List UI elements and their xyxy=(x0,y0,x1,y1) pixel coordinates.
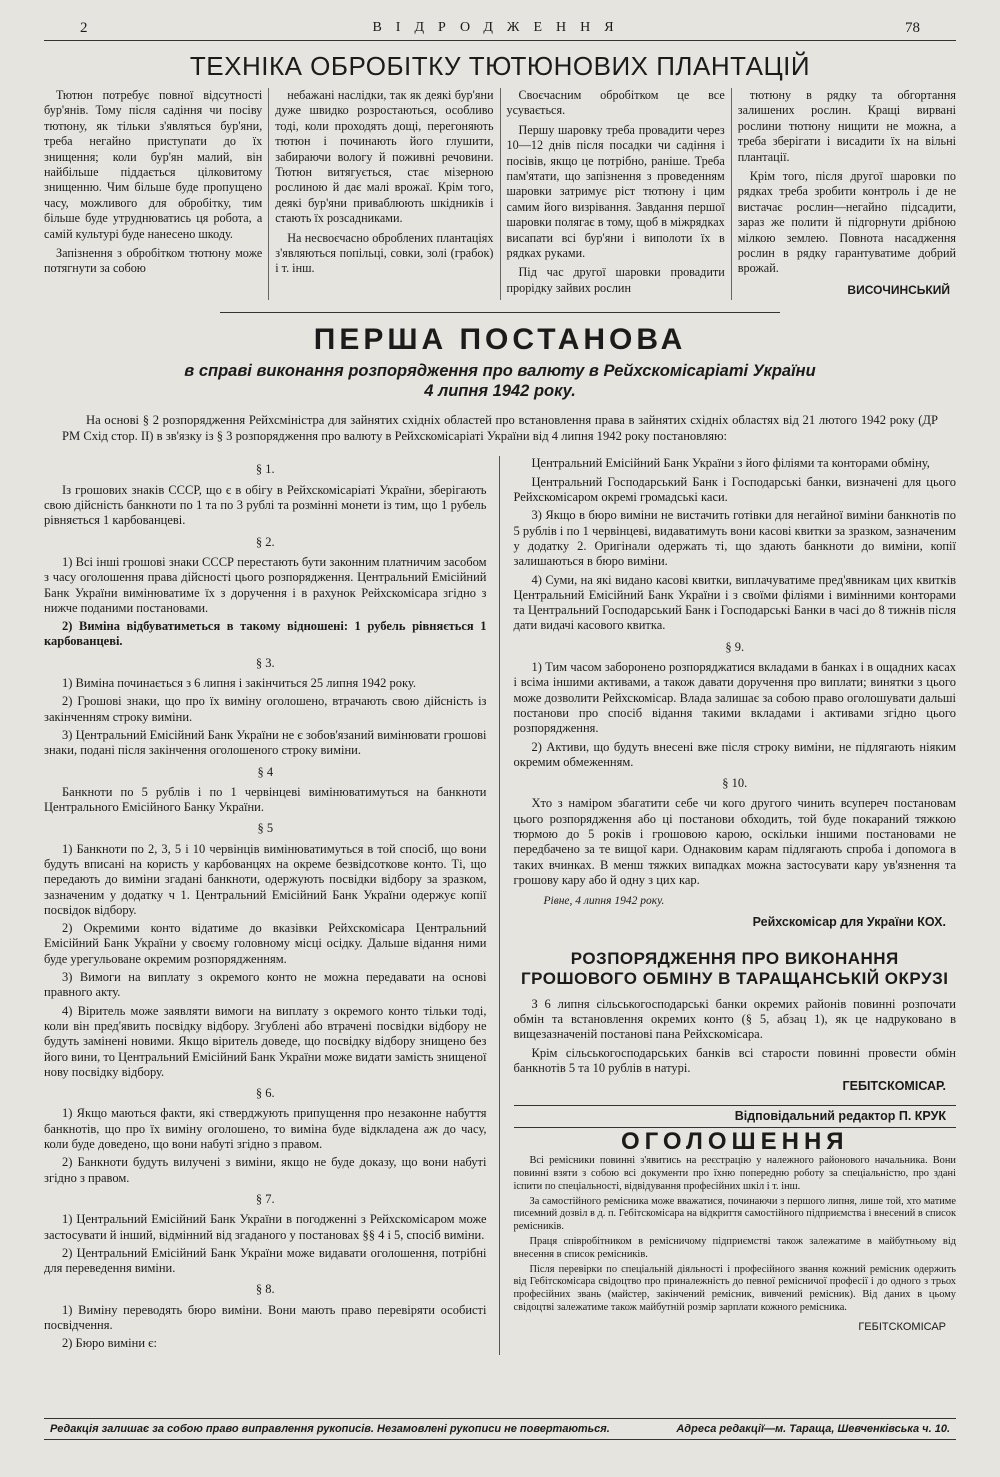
page-number-left: 2 xyxy=(80,20,88,36)
section-divider xyxy=(220,312,780,313)
decree-right-column xyxy=(500,456,957,1354)
article-title: ТЕХНІКА ОБРОБІТКУ ТЮТЮНОВИХ ПЛАНТАЦІЙ xyxy=(189,51,811,81)
article-paragraph: Крім того, після другої шаровки по рядках треба зробити контроль і де не вистачає рослин—негайно підсадити, зараз же полити й підгорнути дрібною мілкою землею. Повнота насадження рослин в рядку гарантуватиме добрий врожай. xyxy=(737,169,956,276)
announcement-paragraph: Всі ремісники повинні з'явитись на реєстрацію у належного районового начальника. Вони повинні взяти з собою всі документи про їхню попередню роботу за спеціальністю, про здані іспити по спеціальності, відвідування професійних шкіл і т. інш. xyxy=(513,1155,956,1192)
article-column xyxy=(738,88,956,300)
order-signature: ГЕБІТСКОМІСАР. xyxy=(842,1079,946,1094)
newspaper-name: ВІДРОДЖЕННЯ xyxy=(372,20,628,35)
section-paragraph: Із грошових знаків СССР, що є в обігу в Рейхскомісаріаті України, зберігають свою дійсність банкноти по 1 та по 3 рублі та розмінні монети із тим, що 1 рубель рівняється 1 карбованцеві. xyxy=(44,482,487,528)
article-paragraph: тютюну в рядку та обгортання залишених рослин. Кращі вирвані рослини тютюну нищити не можна, а треба зберігати і висадити їх на вільні плантації. xyxy=(737,88,956,164)
decree-intro: На основі § 2 розпорядження Рейхсміністра для зайнятих східніх областей про встановлення права в зайнятих східніх областях від 21 лютого 1942 року (ДР РМ Схід стор. II) в зв'язку із § 3 розпорядження про валюту в Рейхскомісаріаті України від 4 липня 1942 року постановляю: xyxy=(62,413,938,443)
section-heading: § 8. xyxy=(255,1282,275,1297)
order-title-line: РОЗПОРЯДЖЕННЯ ПРО ВИКОНАННЯ xyxy=(570,948,899,968)
section-heading: § 1. xyxy=(255,462,275,477)
article-paragraph: Під час другої шаровки провадити прорідку зайвих рослин xyxy=(506,265,725,295)
section-paragraph: 1) Виміна починається з 6 липня і закінчиться 25 липня 1942 року. xyxy=(62,676,417,691)
section-paragraph: Центральний Господарський Банк і Господарські банки, визначені для цього Рейхскомісаром окремі громадські каси. xyxy=(513,474,956,505)
section-paragraph: Банкноти по 5 рублів і по 1 червінцеві вимінюватимуться на банкноти Центрального Емісійного Банку України. xyxy=(44,784,487,815)
section-paragraph: 4) Суми, на які видано касові квитки, виплачуватиме пред'явникам цих квитків Центральний Емісійний Банк України і з своїми філіями і вимінними конторами та Центральний Господарський Банк і Господарські Банки в часі до 8 тижнів після дати видачі касового квитка. xyxy=(513,572,956,633)
announcement-paragraph: Після перевірки по спеціальній діяльності і професійного звання кожний ремісник одержить від Гебітскомісара свідоцтво про приналежність до певної ремісничої професії і до одного з трьох професійних звань (майстер, закінчений ремісник, вивчений ремісник). Від даних в цьому свідоцтві залежатиме також майбутній розмір зарплати кожного ремісника. xyxy=(513,1263,956,1313)
section-paragraph: 3) Вимоги на виплату з окремого конто не можна передавати на основі правного акту. xyxy=(44,970,487,1000)
section-paragraph: 2) Виміна відбуватиметься в такому відношені: 1 рубель рівняється 1 карбованцеві. xyxy=(44,619,487,649)
responsible-editor: Відповідальний редактор П. КРУК xyxy=(514,1105,957,1128)
decree-place-date: Рівне, 4 липня 1942 року. xyxy=(543,895,665,908)
masthead xyxy=(44,18,956,40)
section-heading: § 4 xyxy=(257,764,274,779)
article-signature: ВИСОЧИНСЬКИЙ xyxy=(847,282,950,297)
article-paragraph: На несвоєчасно оброблених плантаціях з'являються попільці, совки, золі (грабок) і т. інш. xyxy=(275,230,494,276)
footer-address: Адреса редакції—м. Тараща, Шевченківська ч. 10. xyxy=(676,1423,950,1435)
section-paragraph: 1) Якщо маються факти, які стверджують припущення про незаконне набуття банкнотів, що про їх виміну оголошено, то виміна буде відкладена аж до часу, коли буде доведено, що вони набуті згідно з правом. xyxy=(44,1106,487,1152)
section-heading: § 7. xyxy=(255,1191,275,1206)
announcement-title: ОГОЛОШЕННЯ xyxy=(620,1127,849,1155)
announcement-paragraph: Праця співробітником в ремісничому підприємстві також залежатиме в майбутньому від внесення в список ремісників. xyxy=(513,1235,956,1260)
section-paragraph: 2) Бюро виміни є: xyxy=(62,1336,157,1351)
section-paragraph: 2) Активи, що будуть внесені вже після строку виміни, не підлягають ніяким окремим обмеженням. xyxy=(513,739,956,769)
section-heading: § 10. xyxy=(722,776,748,791)
article-column xyxy=(275,88,500,300)
announcement-signature: ГЕБІТСКОМІСАР xyxy=(858,1320,946,1333)
section-paragraph: 1) Центральний Емісійний Банк України в погодженні з Рейхскомісаром може застосувати й інший, відмінний від згаданого у постановах §§ 4 і 5, спосіб виміни. xyxy=(44,1212,487,1242)
footer-editorial-note: Редакція залишає за собою право виправлення рукописів. Незамовлені рукописи не повертаються. xyxy=(50,1423,610,1435)
decree-signature: Рейхскомісар для України КОХ. xyxy=(752,915,946,930)
section-paragraph: 1) Всі інші грошові знаки СССР перестають бути законним платничим засобом з часу оголошення права дійсності цього розпорядження. Центральний Емісійний Банк України вимінюватиме їх з доручення і в рахунок Рейхскомісара згідно з нижче поданими постановами. xyxy=(44,554,487,615)
section-paragraph: 2) Центральний Емісійний Банк України може видавати оголошення, потрібні для переведення виміни. xyxy=(44,1245,487,1276)
article-column xyxy=(44,88,269,300)
masthead-rule xyxy=(44,40,956,41)
order-title-line: ГРОШОВОГО ОБМІНУ В ТАРАЩАНСЬКІЙ ОКРУЗІ xyxy=(521,968,949,988)
order-paragraph: Крім сільськогосподарських банків всі старости повинні провести обмін банкнотів 5 та 10 рублів в натурі. xyxy=(513,1045,956,1075)
section-paragraph: 4) Віритель може заявляти вимоги на виплату з окремого конто тільки тоді, коли він пред'явить посвідку відбору. Згублені або втрачені посвідки відбору не будуть замінені новими. Якщо віритель доведе, що посвідку відбору знищено без його вини, то Центральний Емісійний Банк України може видати замість знищеної нову посвідку відбору. xyxy=(44,1003,487,1079)
section-heading: § 3. xyxy=(255,655,275,670)
section-paragraph: 3) Центральний Емісійний Банк України не є зобов'язаний вимінювати грошові знаки, подані після закінчення оголошеного строку виміни. xyxy=(44,727,487,758)
article-column xyxy=(507,88,732,300)
section-heading: § 2. xyxy=(255,534,275,549)
article-paragraph: Своєчасним обробітком це все усувається. xyxy=(506,88,725,118)
issue-number: 78 xyxy=(905,20,920,36)
announcement-paragraph: За самостійного ремісника може вважатися, починаючи з першого липня, лише той, хто матиме писемний дозвіл в д. п. Гебітскомісара на відкриття самостійного підприємства і внесений в список ремісників. xyxy=(513,1195,957,1233)
article-paragraph: небажані наслідки, так як деякі бур'яни дуже швидко розростаються, особливо тоді, коли проходять дощі, перегоняють тютюн і починають його глушити, забираючи вологу й поживні речовини. Тютюн витягується, стає мізерною рослиною й дає малі врожаї. Крім того, деякі бур'яни приваблюють шкідників і стають їх розсадниками. xyxy=(275,88,494,226)
section-paragraph: 1) Виміну переводять бюро виміни. Вони мають право перевіряти особисті посвідчення. xyxy=(44,1302,487,1333)
section-heading: § 6. xyxy=(255,1086,275,1101)
article-columns xyxy=(44,88,956,300)
section-paragraph: 2) Грошові знаки, що про їх виміну оголошено, втрачають свою дійсність із закінченням строку виміни. xyxy=(44,694,487,724)
footer xyxy=(44,1418,956,1440)
article-paragraph: Запізнення з обробітком тютюну може потягнути за собою xyxy=(44,246,263,276)
order-paragraph: З 6 липня сільськогосподарські банки окремих районів повинні розпочати обмін та встановлення окремих конто (§ 5, абзац 1), як це надруковано в вищезазначеній постанові пана Рейхскомісара. xyxy=(513,996,956,1042)
section-heading: § 5 xyxy=(257,821,274,836)
decree-subtitle xyxy=(44,361,956,401)
section-paragraph: 3) Якщо в бюро виміни не вистачить готівки для негайної виміни банкнотів по 5 рублів і по 1 червінцеві, видаватимуть вони касові квитки за зразком, зазначеним у додатку 2. Оригінали одержать ті, що здають банкноти до виміни, копії залишаються в бюро виміни. xyxy=(513,508,956,569)
section-paragraph: Хто з наміром збагатити себе чи кого другого чинить всупереч постановам цього розпорядження або ці постанови обходить, той буде покараний тяжкою тюрмою до 5 років і грошовою карою, оскільки іншими постановами не передбачено за те вищої кари. Однаковим карам підлягають спроба і допомога в таких вчинках. В менш тяжких випадках можна застосувати кару ув'язнення та грошову кару або й одну з цих кар. xyxy=(513,796,956,887)
section-paragraph: 2) Окремими конто відатиме до вказівки Рейхскомісара Центральний Емісійний Банк України у своєму головному місці осідку. Дальше відання ними буде урегульоване окремим розпорядженням. xyxy=(44,921,487,966)
section-paragraph: Центральний Емісійний Банк України з його філіями та конторами обміну, xyxy=(531,456,930,471)
section-paragraph: 2) Банкноти будуть вилучені з виміни, якщо не буде доказу, що вони набуті згідно з правом. xyxy=(44,1155,487,1185)
decree-left-column xyxy=(44,456,500,1354)
announcement-body xyxy=(514,1155,957,1333)
order-title xyxy=(514,949,957,989)
section-paragraph: 1) Банкноти по 2, 3, 5 і 10 червінців вимінюватимуться в той спосіб, що вони будуть вписані на користь у карбованцях на окреме безвідсоткове конто. Ті, що передають до виміни згадані банкноти, одержують посвідки відбору за зразком, зазначеним у додатку ч 1. Центральний Емісійний Банк України одержує копії посвідок відбору. xyxy=(44,841,487,917)
decree-body xyxy=(44,456,956,1354)
decree-title: ПЕРША ПОСТАНОВА xyxy=(313,323,687,357)
article-paragraph: Першу шаровку треба провадити через 10—12 днів після посадки чи садіння і посівів, якщо це потрібно, раніше. Треба пам'ятати, що запізнення з проведенням шаровки затримує ріст тютюну і цим самим його визрівання. Завдання першої шаровки полягає в тому, щоб в міжрядках висапати всі бур'яни і виполоти їх в рядках руками. xyxy=(506,122,725,261)
section-paragraph: 1) Тим часом заборонено розпоряджатися вкладами в банках і в ощадних касах і всіма іншими активами, а також давати доручення про виплати; винятки з цього може дозволити Рейхскомісар. Влада залишає за собою право оголошувати дальші постанови про спосіб відання такими вкладами і активами згідно цього розпорядження. xyxy=(513,660,956,736)
decree-subtitle-text: в справі виконання розпорядження про валюту в Рейхскомісаріаті України xyxy=(184,362,816,381)
section-heading: § 9. xyxy=(725,639,745,654)
article-paragraph: Тютюн потребує повної відсутності бур'янів. Тому після садіння чи посіву тютюну, як тільки з'являться бур'яни, треба негайно приступати до їх знищення; коли бур'ян малий, він найбільше піддається цілковитому знищенню. Чим більше буде пропущено часу, можливого для обробітку, тим більше буде утруднюватись ця робота, а самій культурі буде нанесено шкоду. xyxy=(44,88,263,241)
decree-date: 4 липня 1942 року. xyxy=(424,382,576,401)
